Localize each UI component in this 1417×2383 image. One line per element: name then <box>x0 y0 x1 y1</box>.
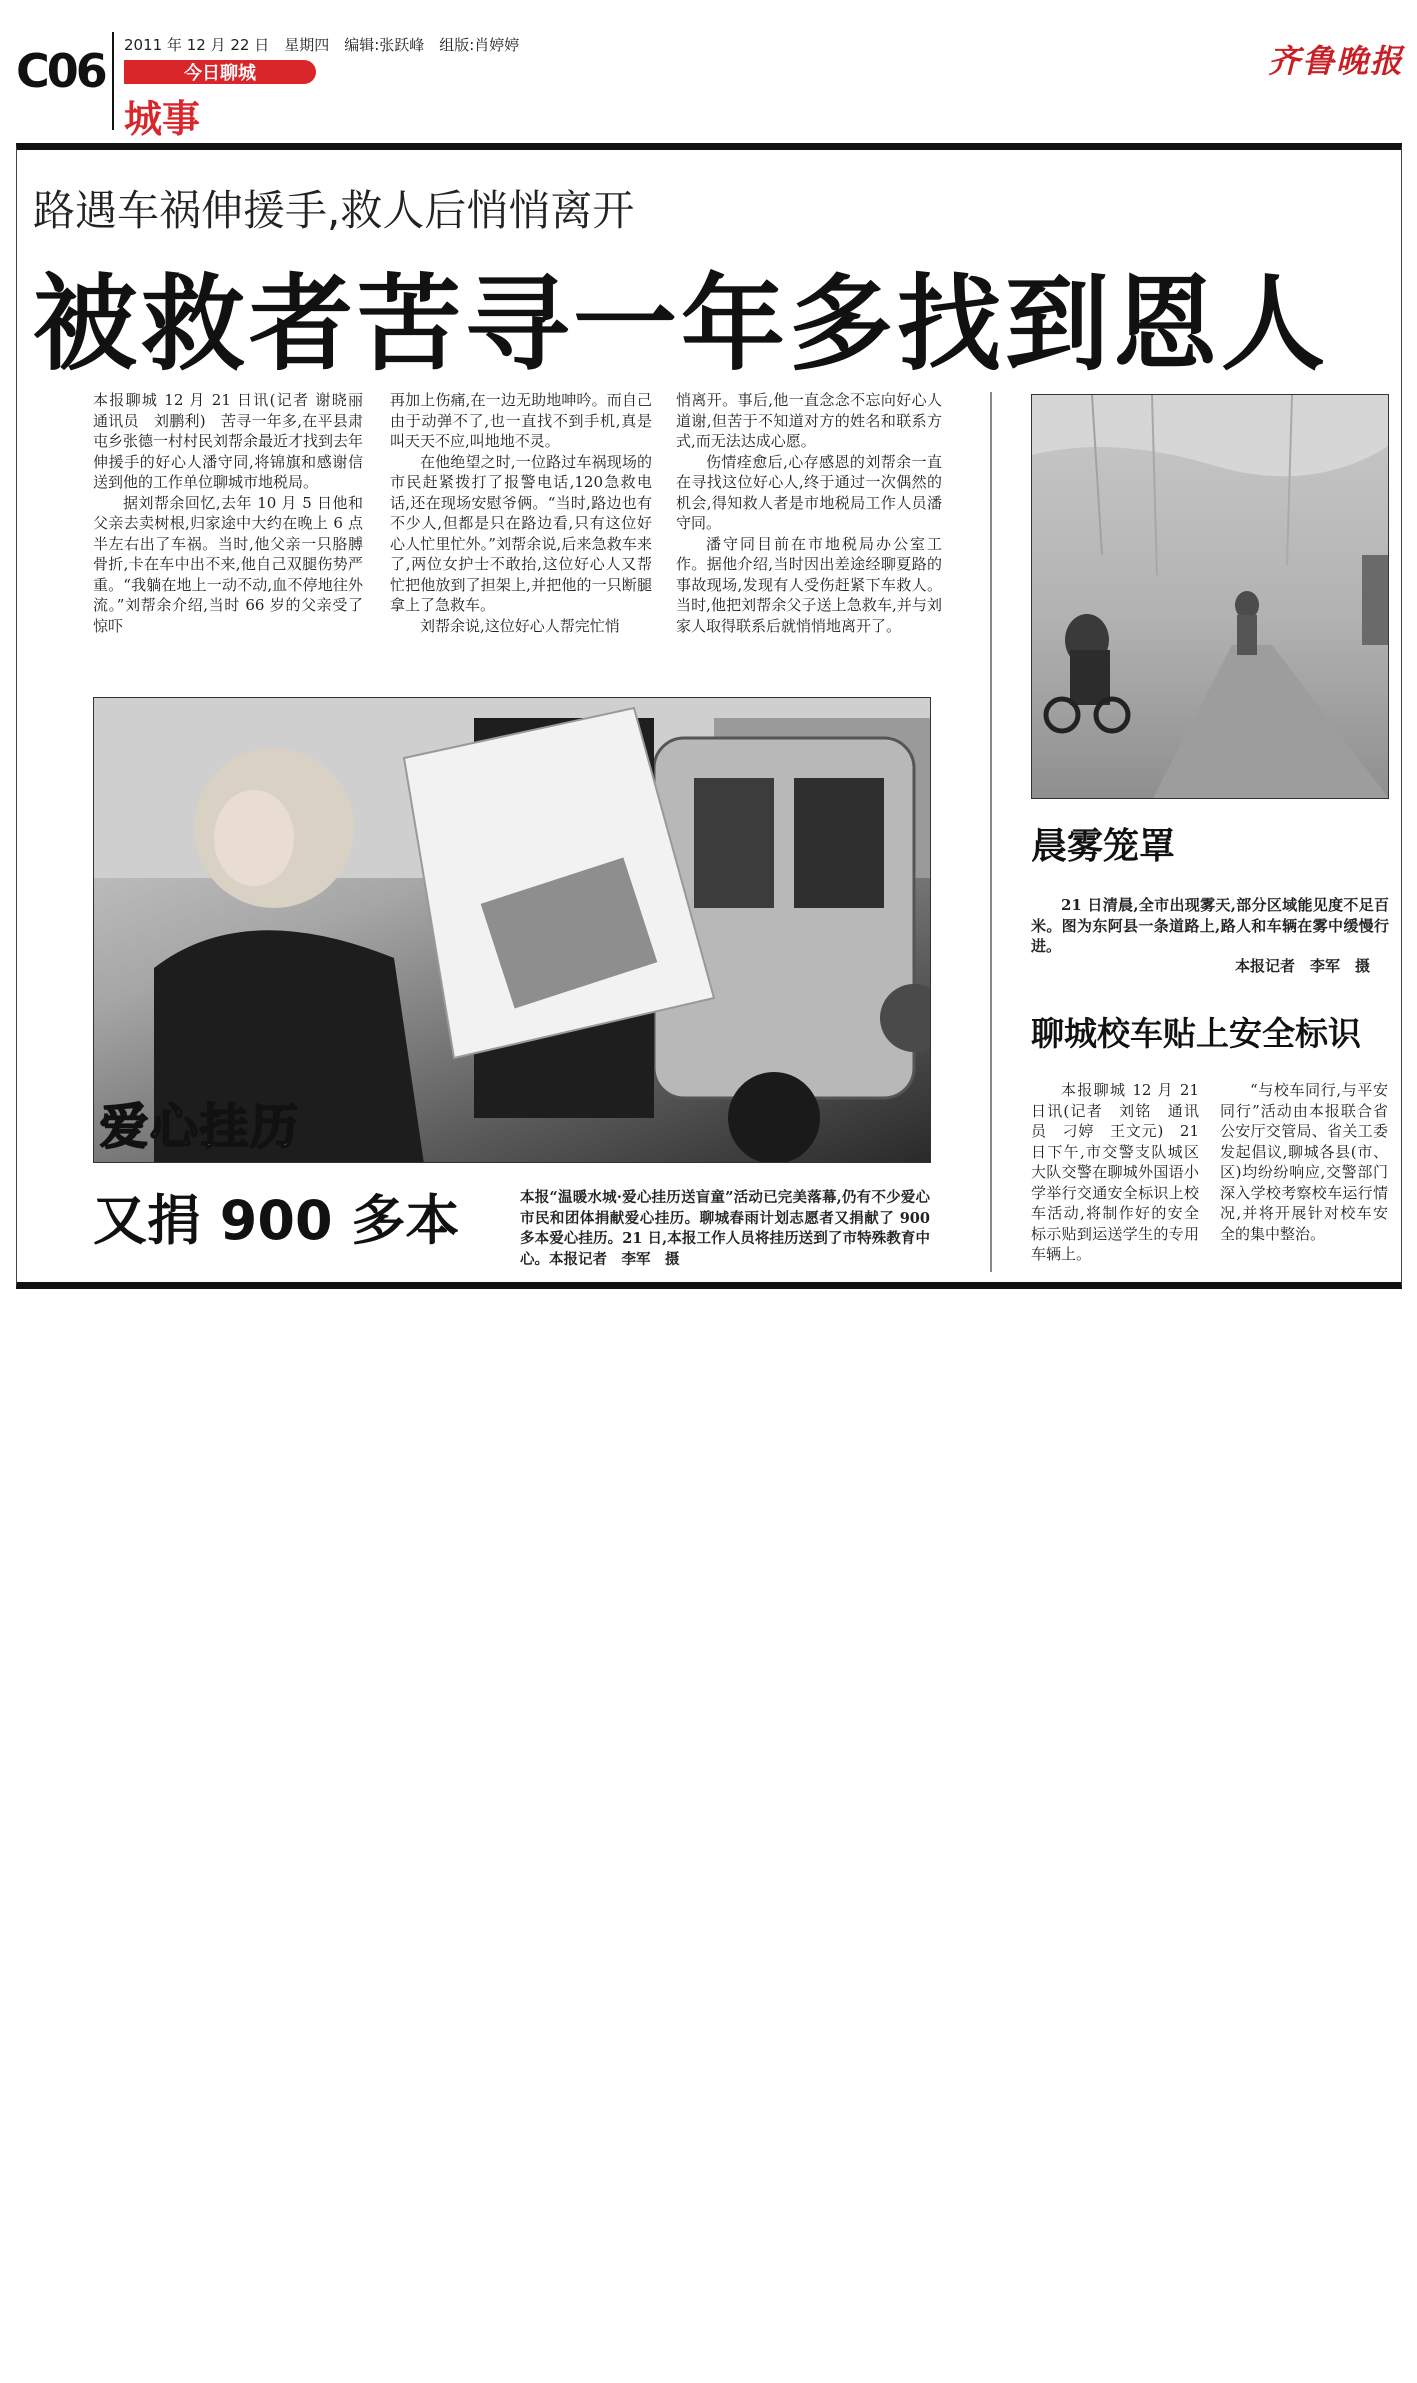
fog-caption-text: 21 日清晨,全市出现雾天,部分区域能见度不足百米。图为东阿县一条道路上,路人和车辆在雾中缓慢行进。 <box>1031 896 1389 955</box>
lead-col2-para: 刘帮余说,这位好心人帮完忙悄 <box>420 616 620 635</box>
lead-col2-para: 在他绝望之时,一位路过车祸现场的市民赶紧拨打了报警电话,120急救电话,还在现场安慰爷俩。“当时,路边也有不少人,但都是只在路边看,只有这位好心人忙里忙外。”刘帮余说,后来急救车来了,两位女护士不敢抬,这位好心人又帮忙把他放到了担架上,并把他的一只断腿拿上了急救车。 <box>390 452 652 614</box>
lead-col1-para: 本报聊城 12 月 21 日讯(记者 谢晓丽 通讯员 刘鹏利) 苦寻一年多,在平县肃屯乡张德一村村民刘帮余最近才找到去年伸援手的好心人潘守同,将锦旗和感谢信送到他的工作单位聊城市地税局。 <box>93 391 379 491</box>
lead-column-2 <box>390 390 652 636</box>
lead-col3-para: 悄离开。事后,他一直念念不忘向好心人道谢,但苦于不知道对方的姓名和联系方式,而无法达成心愿。 <box>676 391 942 450</box>
fog-photo <box>1031 394 1389 799</box>
lead-col3-para: 伤情痊愈后,心存感恩的刘帮余一直在寻找这位好心人,终于通过一次偶然的机会,得知救人者是市地税局工作人员潘守同。 <box>676 452 942 532</box>
bus-headline: 聊城校车贴上安全标识 <box>1031 1014 1361 1053</box>
newspaper-masthead: 齐鲁晚报 <box>1268 42 1405 80</box>
lead-column-3 <box>676 390 942 636</box>
bus-column-1 <box>1031 1080 1199 1265</box>
column-rule <box>990 392 992 1272</box>
bus-column-2 <box>1220 1080 1388 1244</box>
photo-title: 爱心挂历 <box>100 1099 301 1155</box>
lead-column-1 <box>93 390 379 636</box>
section-name: 城事 <box>124 97 201 141</box>
lead-subhead: 路遇车祸伸援手,救人后悄悄离开 <box>33 186 635 235</box>
calendar-subtitle: 又捐 900 多本 <box>93 1189 460 1252</box>
calendar-caption-text: 本报“温暖水城·爱心挂历送盲童”活动已完美落幕,仍有不少爱心市民和团体捐献爱心挂历。聊城春雨计划志愿者又捐献了 900 多本爱心挂历。21 日,本报工作人员将挂历送到了市特殊教育中心。本报记者 李军 摄 <box>520 1189 930 1268</box>
lead-col1-para: 据刘帮余回忆,去年 10 月 5 日他和父亲去卖树根,归家途中大约在晚上 6 点半左右出了车祸。当时,他父亲一只胳膊骨折,卡在车中出不来,他自己双腿伤势严重。“我躺在地上一动不动,血不停地往外流。”刘帮余介绍,当时 66 岁的父亲受了惊吓 <box>93 493 363 635</box>
fog-scene <box>1032 395 1389 799</box>
calendar-caption <box>520 1188 930 1270</box>
bus-col2-text: “与校车同行,与平安同行”活动由本报联合省公安厅交管局、省关工委发起倡议,聊城各县(市、区)均纷纷响应,交警部门深入学校考察校车运行情况,并将开展针对校车安全的集中整治。 <box>1220 1081 1388 1243</box>
bus-col1-text: 本报聊城 12 月 21 日讯(记者 刘铭 通讯员 刁婷 王文元) 21 日下午,市交警支队城区大队交警在聊城外国语小学举行交通安全标识上校车活动,将制作好的安全标示贴到运送学生的专用车辆上。 <box>1031 1081 1199 1263</box>
fog-caption <box>1031 895 1389 957</box>
issue-meta: 2011 年 12 月 22 日 星期四 编辑:张跃峰 组版:肖婷婷 <box>124 36 520 54</box>
lead-col2-para: 再加上伤痛,在一边无助地呻吟。而自己由于动弹不了,也一直找不到手机,真是叫天天不应,叫地地不灵。 <box>390 391 652 450</box>
fog-credit: 本报记者 李军 摄 <box>1235 957 1371 975</box>
lead-col3-para: 潘守同目前在市地税局办公室工作。据他介绍,当时因出差途经聊夏路的事故现场,发现有人受伤赶紧下车救人。当时,他把刘帮余父子送上急救车,并与刘家人取得联系后就悄悄地离开了。 <box>676 534 942 635</box>
lead-headline: 被救者苦寻一年多找到恩人 <box>33 263 1330 385</box>
section-tab: 今日聊城 <box>124 60 316 84</box>
calendar-donation-photo <box>93 697 931 1163</box>
fog-headline: 晨雾笼罩 <box>1031 826 1176 867</box>
page-number: C06 <box>16 44 105 98</box>
header-divider <box>112 32 114 130</box>
